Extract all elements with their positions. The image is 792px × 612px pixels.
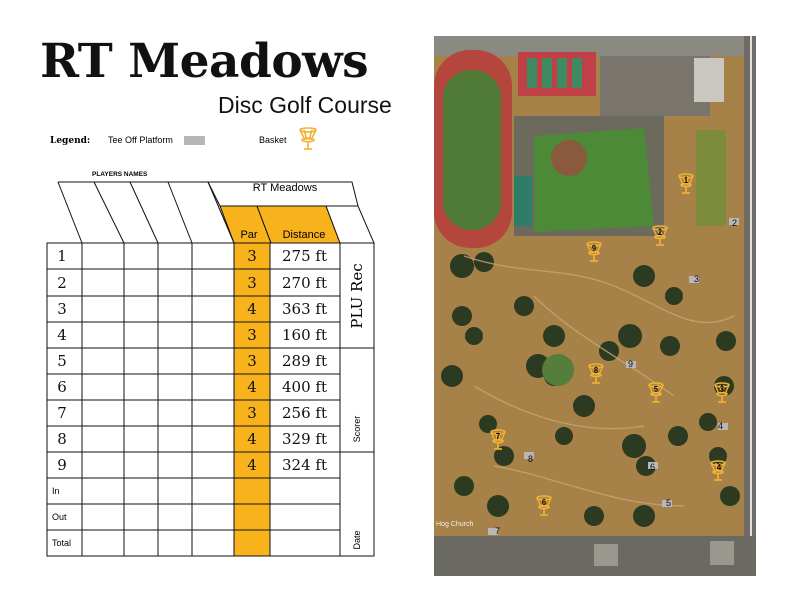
hole-par: 4 (247, 430, 257, 448)
scorer-label: Scorer (351, 415, 362, 442)
svg-text:3: 3 (694, 274, 700, 284)
hole-number: 9 (57, 456, 67, 474)
svg-text:Hog Church: Hog Church (436, 521, 474, 528)
players-names-header: PLAYERS NAMES (92, 171, 148, 178)
svg-text:8: 8 (593, 366, 599, 375)
svg-text:2: 2 (657, 228, 663, 237)
in-total-label: In (52, 486, 60, 496)
legend-tee-label: Tee Off Platform (108, 135, 173, 145)
hole-distance: 160 ft (282, 326, 327, 344)
legend-basket-label: Basket (259, 135, 287, 145)
course-map (434, 36, 756, 576)
course-subtitle: Disc Golf Course (218, 92, 392, 118)
hole-number: 8 (57, 430, 67, 448)
hole-number: 6 (57, 378, 67, 396)
svg-text:5: 5 (666, 498, 672, 508)
hole-par: 3 (247, 326, 257, 344)
svg-text:3: 3 (719, 385, 725, 394)
hole-number: 4 (57, 326, 67, 344)
date-cell (340, 454, 373, 554)
aerial-map-image (434, 36, 756, 576)
hole-number: 2 (57, 274, 67, 292)
svg-text:7: 7 (495, 526, 501, 536)
org-label-cell (340, 248, 373, 344)
svg-text:7: 7 (495, 432, 501, 441)
hole-distance: 275 ft (282, 247, 327, 265)
hole-distance: 270 ft (282, 274, 327, 292)
scorer-cell (340, 350, 373, 446)
hole-distance: 400 ft (282, 378, 327, 396)
hole-par: 4 (247, 456, 257, 474)
hole-par: 4 (247, 378, 257, 396)
distance-header: Distance (282, 229, 326, 241)
svg-text:8: 8 (528, 454, 534, 464)
org-label: PLU Rec (347, 263, 366, 329)
hole-number: 7 (57, 404, 67, 422)
hole-number: 5 (57, 352, 67, 370)
svg-text:6: 6 (541, 498, 547, 507)
svg-text:9: 9 (591, 244, 597, 253)
svg-text:5: 5 (653, 385, 659, 394)
legend-label: Legend: (50, 136, 91, 146)
grand-total-label: Total (52, 538, 72, 548)
hole-distance: 289 ft (282, 352, 327, 370)
svg-text:9: 9 (628, 359, 634, 369)
par-header: Par (240, 229, 258, 241)
hole-distance: 363 ft (282, 300, 327, 318)
hole-par: 3 (247, 247, 257, 265)
hole-distance: 256 ft (282, 404, 327, 422)
hole-par: 3 (247, 352, 257, 370)
hole-number: 1 (57, 247, 67, 265)
svg-text:4: 4 (716, 463, 722, 472)
hole-number: 3 (57, 300, 67, 318)
hole-par: 3 (247, 274, 257, 292)
date-label: Date (351, 530, 362, 550)
hole-distance: 329 ft (282, 430, 327, 448)
svg-text:6: 6 (650, 462, 656, 472)
svg-text:1: 1 (683, 176, 689, 185)
svg-text:2: 2 (732, 218, 738, 228)
hole-par: 4 (247, 300, 257, 318)
svg-text:4: 4 (718, 421, 724, 431)
course-name-header: RT Meadows (252, 182, 318, 194)
out-total-label: Out (52, 512, 67, 522)
hole-par: 3 (247, 404, 257, 422)
hole-distance: 324 ft (282, 456, 327, 474)
course-title: RT Meadows (40, 34, 369, 89)
